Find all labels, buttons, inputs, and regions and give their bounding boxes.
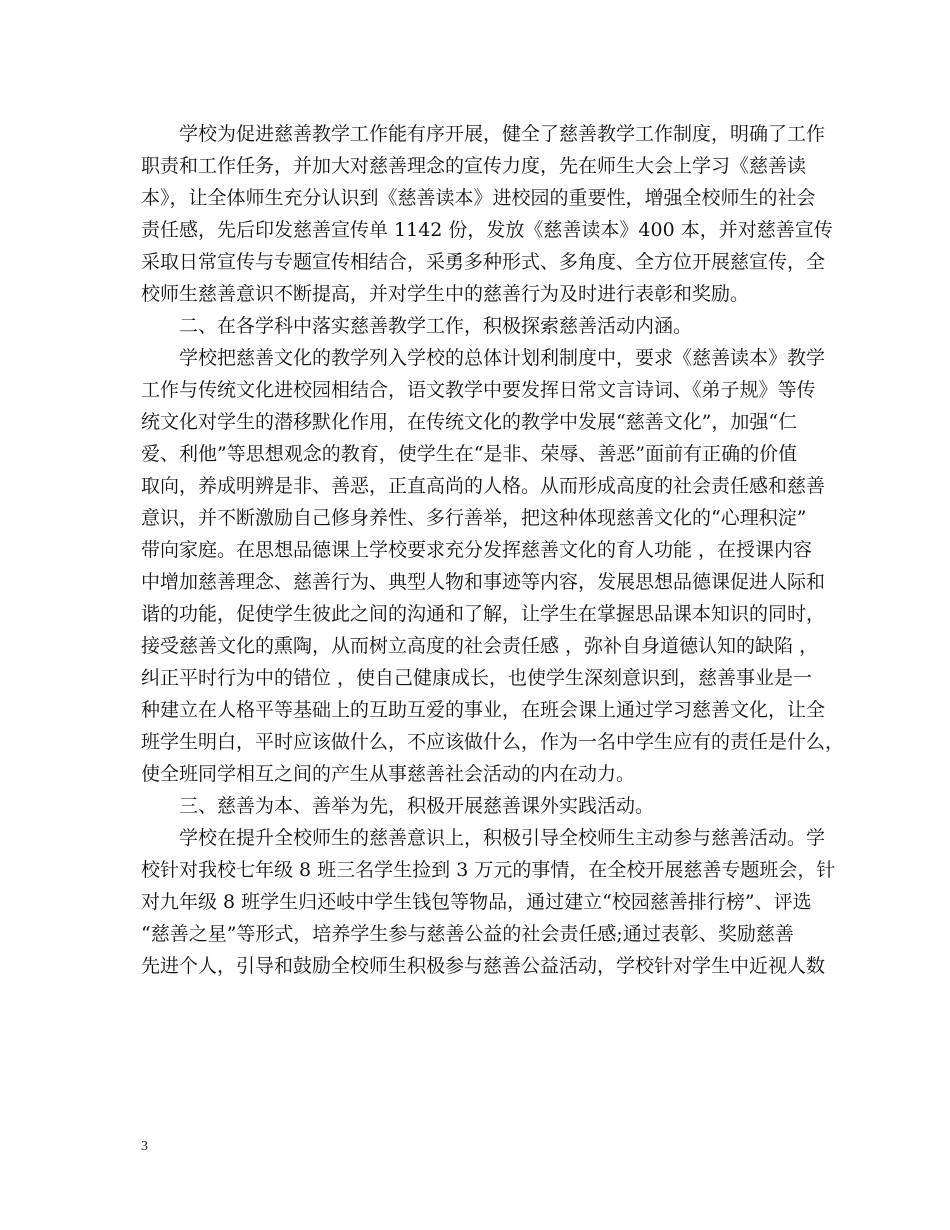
text-line: 使全班同学相互之间的产生从事慈善社会活动的内在动力。 bbox=[141, 763, 636, 785]
text-line: 采取日常宣传与专题宣传相结合，采勇多种形式、多角度、全方位开展慈宣传，全 bbox=[141, 251, 826, 273]
text-line: 职责和工作任务，并加大对慈善理念的宣传力度，先在师生大会上学习《慈善读 bbox=[141, 155, 807, 177]
page-number: 3 bbox=[141, 1139, 148, 1154]
text-line: 学校把慈善文化的教学列入学校的总体计划利制度中，要求《慈善读本》教学 bbox=[141, 347, 826, 369]
text-line: 本》，让全体师生充分认识到《慈善读本》进校园的重要性，增强全校师生的社会 bbox=[141, 187, 816, 209]
text-line: 接受慈善文化的熏陶，从而树立高度的社会责任感 ，弥补自身道德认知的缺陷 ， bbox=[141, 635, 819, 657]
text-line: 校师生慈善意识不断提高，并对学生中的慈善行为及时进行表彰和奖励。 bbox=[141, 283, 750, 305]
text-line: “慈善之星”等形式，培养学生参与慈善公益的社会责任感;通过表彰、奖励慈善 bbox=[141, 923, 794, 945]
text-line: 纠正平时行为中的错位 ，使自己健康成长，也使学生深刻意识到，慈善事业是一 bbox=[141, 667, 813, 689]
text-line: 取向，养成明辨是非、善恶，正直高尚的人格。从而形成高度的社会责任感和慈善 bbox=[141, 475, 826, 497]
text-line: 学校在提升全校师生的慈善意识上，积极引导全校师生主动参与慈善活动。学 bbox=[141, 827, 826, 849]
text-line: 统文化对学生的潜移默化作用，在传统文化的教学中发展“慈善文化”，加强“仁 bbox=[141, 411, 798, 433]
text-line: 谐的功能，促使学生彼此之间的沟通和了解，让学生在掌握思品课本知识的同时， bbox=[141, 603, 826, 625]
text-line: 种建立在人格平等基础上的互助互爱的事业，在班会课上通过学习慈善文化，让全 bbox=[141, 699, 826, 721]
text-line: 学校为促进慈善教学工作能有序开展，健全了慈善教学工作制度，明确了工作 bbox=[141, 123, 826, 145]
text-line: 意识，并不断激励自己修身养性、多行善举，把这种体现慈善文化的“心理积淀” bbox=[141, 507, 807, 529]
document-body bbox=[141, 118, 845, 982]
text-line: 带向家庭。在思想品德课上学校要求充分发挥慈善文化的育人功能 ，在授课内容 bbox=[141, 539, 813, 561]
text-line: 爱、利他”等思想观念的教育，使学生在“是非、荣辱、善恶”面前有正确的价值 bbox=[141, 443, 798, 465]
text-line: 先进个人，引导和鼓励全校师生积极参与慈善公益活动，学校针对学生中近视人数 bbox=[141, 955, 826, 977]
text-line: 班学生明白，平时应该做什么，不应该做什么，作为一名中学生应有的责任是什么， bbox=[141, 731, 845, 753]
text-line: 三、慈善为本、善举为先，积极开展慈善课外实践活动。 bbox=[141, 795, 655, 817]
text-line: 责任感，先后印发慈善宣传单 1142 份，发放《慈善读本》400 本，并对慈善宣传 bbox=[141, 219, 833, 241]
text-line: 对九年级 8 班学生归还岐中学生钱包等物品，通过建立“校园慈善排行榜”、评选 bbox=[141, 891, 812, 913]
text-line: 中增加慈善理念、慈善行为、典型人物和事迹等内容，发展思想品德课促进人际和 bbox=[141, 571, 826, 593]
text-line: 校针对我校七年级 8 班三名学生捡到 3 万元的事情，在全校开展慈善专题班会，针 bbox=[141, 859, 836, 881]
text-line: 工作与传统文化进校园相结合，语文教学中要发挥日常文言诗词、《弟子规》等传 bbox=[141, 379, 816, 401]
text-line: 二、在各学科中落实慈善教学工作，积极探索慈善活动内涵。 bbox=[141, 315, 693, 337]
